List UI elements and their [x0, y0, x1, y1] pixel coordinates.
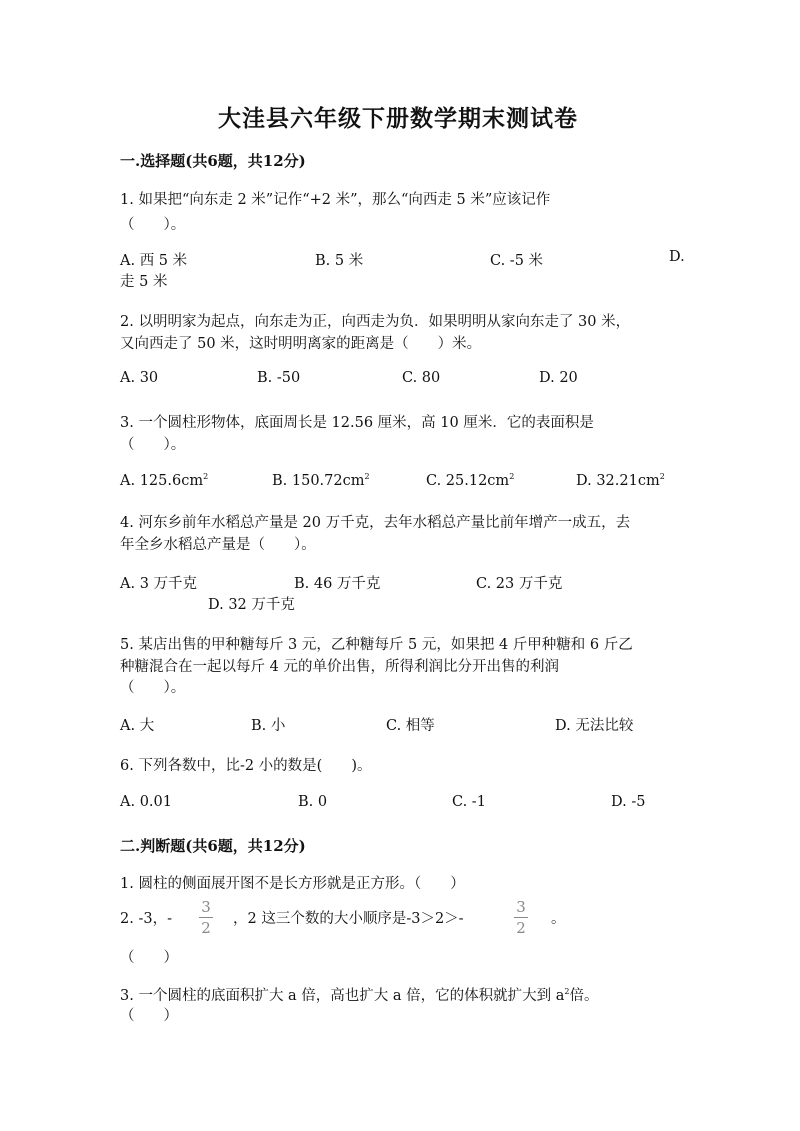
question-4-option-b: B. 46 万千克: [294, 576, 381, 592]
question-3-blank: （ ）。: [120, 437, 186, 453]
question-1-option-d: D.: [669, 249, 685, 265]
question-3-option-b: B. $150.72cm^2$: [272, 472, 370, 489]
question-4-text: 4. 河东乡前年水稻总产量是 20 万千克，去年水稻总产量比前年增产一成五，去: [120, 515, 631, 531]
fraction-denominator: 2: [516, 919, 526, 937]
question-2-option-c: C. 80: [402, 370, 441, 386]
question-2-text: 2. 以明明家为起点，向东走为正，向西走为负．如果明明从家向东走了 30 米，: [120, 314, 631, 330]
judgment-2-suffix: 。: [551, 911, 566, 927]
judgment-2-prefix: 2. -3，-: [120, 911, 172, 927]
question-4-option-c: C. 23 万千克: [476, 576, 563, 592]
question-6-text: 6. 下列各数中，比-2 小的数是( )。: [120, 758, 372, 774]
judgment-3-text: 3. 一个圆柱的底面积扩大 a 倍，高也扩大 a 倍，它的体积就扩大到 $a^2$倍。: [120, 987, 599, 1004]
question-5-option-b: B. 小: [251, 718, 286, 734]
question-3-option-c: C. $25.12cm^2$: [426, 472, 515, 489]
question-5-text: 5. 某店出售的甲种糖每斤 3 元，乙种糖每斤 5 元，如果把 4 斤甲种糖和 6 斤乙: [120, 637, 633, 653]
question-1-option-b: B. 5 米: [315, 253, 364, 269]
question-5-option-c: C. 相等: [386, 718, 435, 734]
fraction-bar: [514, 917, 528, 918]
question-4-option-d: D. 32 万千克: [208, 597, 295, 613]
question-2-text-line2: 又向西走了 50 米，这时明明离家的距离是（ ）米。: [120, 336, 482, 352]
question-6-option-a: A. 0.01: [120, 794, 172, 810]
fraction-denominator: 2: [201, 919, 211, 937]
question-1-text: 1. 如果把“向东走 2 米”记作“+2 米”，那么“向西走 5 米”应该记作: [120, 192, 551, 208]
fraction-numerator: 3: [201, 898, 211, 916]
judgment-1-text: 1. 圆柱的侧面展开图不是长方形就是正方形。（ ）: [120, 876, 465, 892]
question-1-option-d-wrap: 走 5 米: [120, 274, 168, 290]
judgment-2-blank: （ ）: [120, 950, 178, 966]
question-6-option-d: D. -5: [611, 794, 646, 810]
question-3-option-a: A. $125.6cm^2$: [120, 472, 209, 489]
question-1-option-c: C. -5 米: [490, 253, 544, 269]
question-5-option-a: A. 大: [120, 718, 155, 734]
question-3-text: 3. 一个圆柱形物体，底面周长是 12.56 厘米，高 10 厘米．它的表面积是: [120, 415, 594, 431]
fraction-three-halves-2: [514, 899, 528, 936]
question-1-option-a: A. 西 5 米: [120, 253, 188, 269]
page-title: 大洼县六年级下册数学期末测试卷: [218, 105, 578, 132]
judgment-3-blank: （ ）: [120, 1008, 178, 1024]
question-3-option-d: D. $32.21cm^2$: [576, 472, 665, 489]
question-1-blank: （ ）。: [120, 217, 186, 233]
question-5-blank: （ ）。: [120, 680, 186, 696]
judgment-2-middle: ，2 这三个数的大小顺序是-3＞2＞-: [233, 911, 464, 927]
section-heading-choice: 一.选择题(共6题，共12分): [120, 152, 306, 170]
question-2-option-d: D. 20: [539, 370, 578, 386]
question-4-option-a: A. 3 万千克: [120, 576, 198, 592]
fraction-bar: [199, 917, 213, 918]
question-5-option-d: D. 无法比较: [555, 718, 634, 734]
question-6-option-b: B. 0: [298, 794, 328, 810]
question-5-text-line2: 种糖混合在一起以每斤 4 元的单价出售，所得利润比分开出售的利润: [120, 659, 559, 675]
question-6-option-c: C. -1: [452, 794, 486, 810]
question-2-option-b: B. -50: [257, 370, 301, 386]
fraction-numerator: 3: [516, 898, 526, 916]
section-heading-judgment: 二.判断题(共6题，共12分): [120, 837, 306, 855]
fraction-three-halves: [199, 899, 213, 936]
question-2-option-a: A. 30: [120, 370, 159, 386]
question-4-text-line2: 年全乡水稻总产量是（ ）。: [120, 537, 316, 553]
